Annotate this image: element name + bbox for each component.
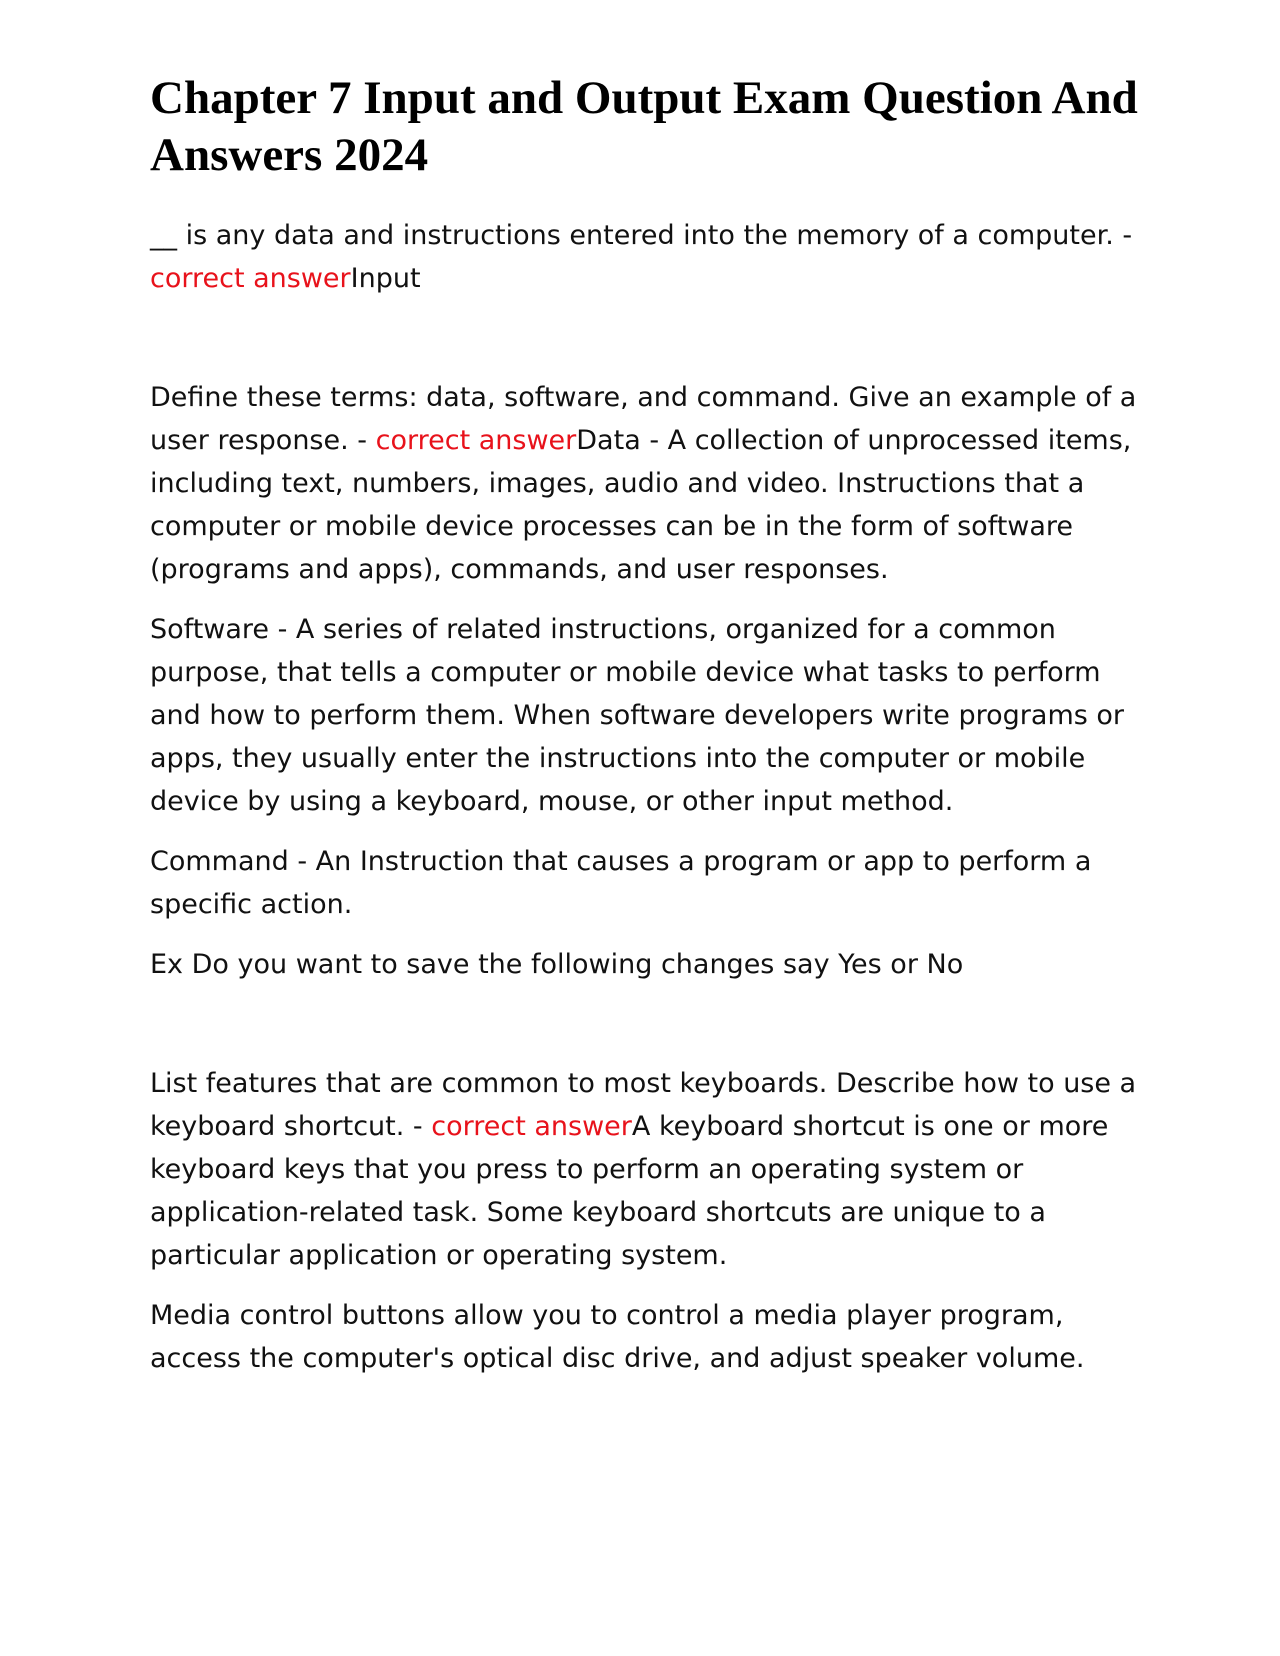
qa-block xyxy=(150,214,1140,300)
answer-paragraph: Software - A series of related instructions, organized for a common purpose, that tells a computer or mobile device what tasks to perform and how to perform them. When software developers write programs or apps, they usually enter the instructions into the computer or mobile device by using a keyboard, mouse, or other input method. xyxy=(150,614,1125,817)
answer-paragraph: Ex Do you want to save the following changes say Yes or No xyxy=(150,949,964,980)
document-page xyxy=(150,70,1140,1397)
qa-spacer xyxy=(150,317,1140,376)
qa-block xyxy=(150,1062,1140,1380)
answer-text: Data - A collection of unprocessed items, including text, numbers, images, audio and video. Instructions that a computer or mobile device processes can be in the form of software (programs and apps), commands, and user responses. xyxy=(150,425,1132,585)
qa-block xyxy=(150,376,1140,986)
answer-paragraph: Command - An Instruction that causes a program or app to perform a specific action. xyxy=(150,846,1092,920)
qa-spacer xyxy=(150,1003,1140,1062)
question-paragraph xyxy=(150,1062,1140,1277)
answer-text: A keyboard shortcut is one or more keyboard keys that you press to perform an operating system or application-related task. Some keyboard shortcuts are unique to a particular application or operating system. xyxy=(150,1111,1109,1271)
answer-paragraph: Media control buttons allow you to control a media player program, access the computer's optical disc drive, and adjust speaker volume. xyxy=(150,1300,1085,1374)
answer-text: Input xyxy=(350,263,421,294)
correct-answer-label: correct answer xyxy=(431,1111,632,1142)
document-title: Chapter 7 Input and Output Exam Question And Answers 2024 xyxy=(150,72,1138,181)
question-paragraph xyxy=(150,376,1140,591)
correct-answer-label: correct answer xyxy=(375,425,577,456)
question-text: __ is any data and instructions entered into the memory of a computer. - xyxy=(150,220,1133,251)
question-paragraph xyxy=(150,214,1140,300)
question-text: List features that are common to most keyboards. Describe how to use a keyboard shortcut. - xyxy=(150,1068,1137,1142)
question-text: Define these terms: data, software, and command. Give an example of a user response. - xyxy=(150,382,1137,456)
correct-answer-label: correct answer xyxy=(150,263,351,294)
